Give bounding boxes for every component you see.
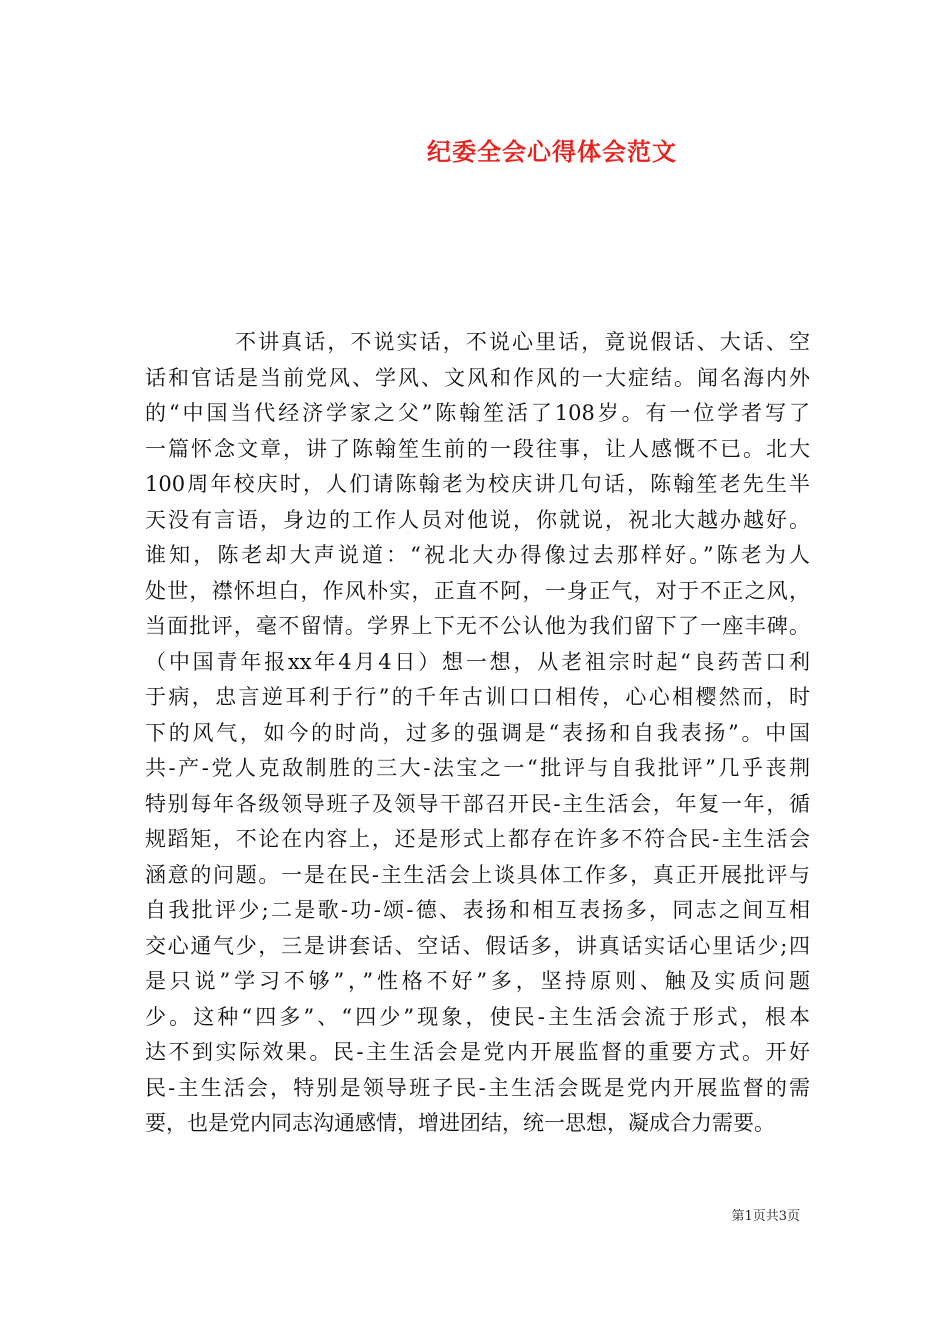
body-line: 谁知，陈老却大声说道：“祝北大办得像过去那样好。”陈老为人 bbox=[145, 543, 810, 567]
body-text bbox=[145, 325, 810, 1142]
body-line: 涵意的问题。一是在民-主生活会上谈具体工作多，真正开展批评与 bbox=[145, 862, 810, 887]
page-title: 纪委全会心得体会范文 bbox=[427, 137, 677, 166]
body-line: 话和官话是当前党风、学风、文风和作风的一大症结。闻名海内外 bbox=[145, 365, 810, 390]
body-line: 交心通气少，三是讲套话、空话、假话多，讲真话实话心里话少;四 bbox=[145, 933, 810, 958]
body-line: 下的风气，如今的时尚，过多的强调是“表扬和自我表扬”。中国 bbox=[145, 720, 810, 745]
body-line: 天没有言语，身边的工作人员对他说，你就说，祝北大越办越好。 bbox=[145, 507, 810, 532]
body-line: 不讲真话，不说实话，不说心里话，竟说假话、大话、空 bbox=[235, 330, 810, 354]
body-line: 特别每年各级领导班子及领导干部召开民-主生活会，年复一年，循 bbox=[145, 791, 810, 816]
body-line: 100周年校庆时，人们请陈翰老为校庆讲几句话，陈翰笙老先生半 bbox=[145, 472, 810, 496]
body-line: 一篇怀念文章，讲了陈翰笙生前的一段往事，让人感慨不已。北大 bbox=[145, 436, 810, 461]
body-line: （中国青年报xx年4月4日）想一想，从老祖宗时起“良药苦口利 bbox=[145, 649, 810, 674]
page-footer: 第1页共3页 bbox=[731, 1209, 800, 1224]
body-line: 的“中国当代经济学家之父”陈翰笙活了108岁。有一位学者写了 bbox=[145, 401, 810, 425]
body-line: 规蹈矩，不论在内容上，还是形式上都存在许多不符合民-主生活会 bbox=[145, 827, 810, 851]
body-line: 民-主生活会，特别是领导班子民-主生活会既是党内开展监督的需 bbox=[145, 1075, 810, 1100]
body-line: 是只说”学习不够”，”性格不好”多，坚持原则、触及实质问题 bbox=[145, 969, 810, 993]
body-line: 当面批评，毫不留情。学界上下无不公认他为我们留下了一座丰碑。 bbox=[145, 614, 810, 638]
body-line: 自我批评少;二是歌-功-颂-德、表扬和相互表扬多，同志之间互相 bbox=[145, 898, 810, 922]
body-line: 要，也是党内同志沟通感情，增进团结，统一思想，凝成合力需要。 bbox=[145, 1111, 775, 1135]
body-line: 达不到实际效果。民-主生活会是党内开展监督的重要方式。开好 bbox=[145, 1040, 810, 1064]
body-line: 处世，襟怀坦白，作风朴实，正直不阿，一身正气，对于不正之风， bbox=[145, 578, 810, 603]
body-line: 共-产-党人克敌制胜的三大-法宝之一“批评与自我批评”几乎丧荆 bbox=[145, 756, 810, 780]
body-line: 少。这种“四多”、“四少”现象，使民-主生活会流于形式，根本 bbox=[145, 1004, 810, 1029]
body-line: 于病，忠言逆耳利于行”的千年古训口口相传，心心相樱然而，时 bbox=[145, 685, 810, 709]
